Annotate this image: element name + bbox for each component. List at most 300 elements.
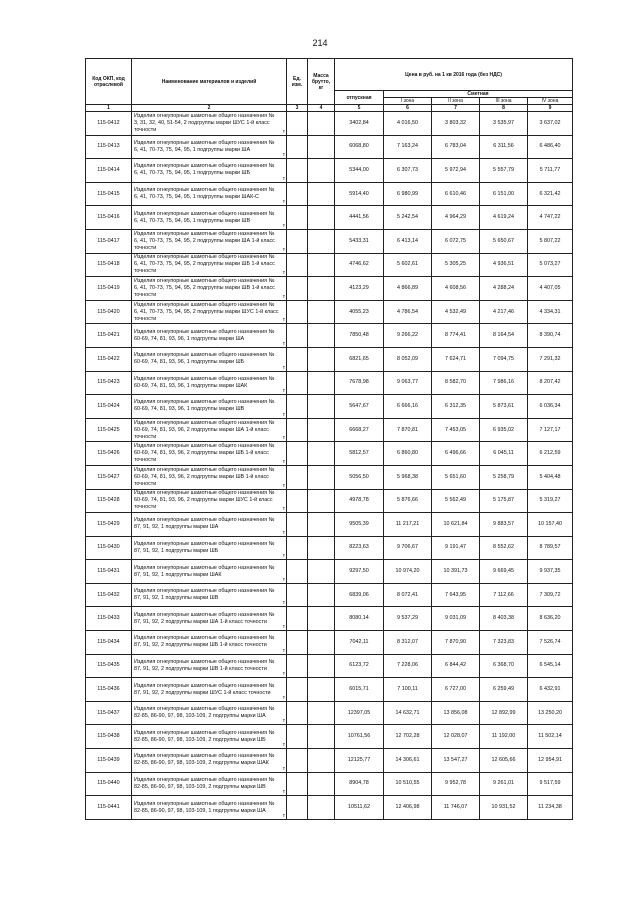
- table-row: [86, 206, 573, 230]
- row-release-price: 4441,56: [335, 206, 384, 230]
- row-name-text: Изделия огнеупорные шамотные общего назначения № 82-85, 86-90, 97, 98, 103-109, 2 подгруппы марки ШАК: [134, 753, 275, 767]
- row-zone-2-price: 4 608,56: [432, 277, 480, 301]
- row-release-price: 4978,78: [335, 489, 384, 513]
- row-zone-1-price: 4 016,50: [384, 112, 432, 136]
- header-mass: Масса брутто, кг: [308, 59, 335, 105]
- row-zone-4-price: 4 334,31: [528, 300, 573, 324]
- row-unit: т: [282, 246, 285, 253]
- row-name-text: Изделия огнеупорные шамотные общего назначения № 87, 91, 92, 2 подгруппы марки ШБ 1-й класс точности: [134, 635, 275, 649]
- row-zone-4-price: 3 637,02: [528, 112, 573, 136]
- row-unit: т: [282, 553, 285, 560]
- row-zone-4-price: 5 319,27: [528, 489, 573, 513]
- row-name-text: Изделия огнеупорные шамотные общего назначения № 60-69, 74, 81, 93, 96, 2 подгруппы марки ШБ 1-й класс точности: [134, 443, 275, 464]
- column-number: 3: [287, 105, 308, 112]
- row-mass: [308, 654, 335, 678]
- row-name-text: Изделия огнеупорные шамотные общего назначения № 6, 41, 70-73, 75, 94, 95, 1 подгруппы марки ШБ: [134, 163, 275, 177]
- row-zone-3-price: 4 217,46: [480, 300, 528, 324]
- row-mass: [308, 678, 335, 702]
- row-release-price: 10761,56: [335, 725, 384, 749]
- row-zone-3-price: 4 619,24: [480, 206, 528, 230]
- row-zone-4-price: 5 404,48: [528, 465, 573, 489]
- header-zone-3: III зона: [480, 98, 528, 105]
- row-zone-1-price: 7 228,06: [384, 654, 432, 678]
- row-zone-2-price: 8 774,41: [432, 324, 480, 348]
- table-row: [86, 513, 573, 537]
- table-row: [86, 277, 573, 301]
- row-zone-2-price: 6 783,04: [432, 135, 480, 159]
- row-mass: [308, 513, 335, 537]
- row-release-price: 8223,63: [335, 536, 384, 560]
- row-zone-3-price: 6 045,11: [480, 442, 528, 466]
- row-zone-1-price: 6 980,99: [384, 182, 432, 206]
- table-row: [86, 489, 573, 513]
- row-code: 115-0422: [86, 347, 132, 371]
- row-zone-2-price: 4 964,29: [432, 206, 480, 230]
- row-zone-1-price: 6 413,14: [384, 229, 432, 253]
- row-zone-3-price: 6 259,49: [480, 678, 528, 702]
- row-zone-3-price: 4 936,51: [480, 253, 528, 277]
- row-unit: т: [282, 812, 285, 819]
- table-row: [86, 112, 573, 136]
- row-name: [132, 253, 287, 277]
- row-name: [132, 277, 287, 301]
- row-unit-cell: [287, 300, 308, 324]
- row-zone-4-price: 6 486,40: [528, 135, 573, 159]
- row-name-text: Изделия огнеупорные шамотные общего назначения № 87, 91, 92, 2 подгруппы марки ШВ 1-й класс точности: [134, 658, 275, 672]
- table-row: [86, 796, 573, 820]
- row-unit-cell: [287, 607, 308, 631]
- row-name-text: Изделия огнеупорные шамотные общего назначения № 82-85, 86-90, 97, 98, 103-109, 2 подгруппы марки ШБ: [134, 729, 275, 743]
- row-zone-3-price: 5 873,61: [480, 395, 528, 419]
- row-zone-1-price: 4 866,89: [384, 277, 432, 301]
- row-zone-1-price: 12 702,28: [384, 725, 432, 749]
- row-zone-3-price: 12 605,66: [480, 749, 528, 773]
- row-zone-2-price: 10 391,73: [432, 560, 480, 584]
- row-zone-2-price: 9 191,47: [432, 536, 480, 560]
- column-number: 6: [384, 105, 432, 112]
- row-mass: [308, 442, 335, 466]
- row-unit: т: [282, 576, 285, 583]
- row-zone-2-price: 6 610,46: [432, 182, 480, 206]
- row-zone-4-price: 11 234,38: [528, 796, 573, 820]
- row-mass: [308, 749, 335, 773]
- row-zone-3-price: 8 164,54: [480, 324, 528, 348]
- table-row: [86, 418, 573, 442]
- table-row: [86, 701, 573, 725]
- row-zone-3-price: 3 535,97: [480, 112, 528, 136]
- row-release-price: 5914,40: [335, 182, 384, 206]
- row-zone-4-price: 13 250,20: [528, 701, 573, 725]
- row-mass: [308, 395, 335, 419]
- row-name-text: Изделия огнеупорные шамотные общего назначения № 6, 41, 70-73, 75, 94, 95, 2 подгруппы марки ШВ 1-й класс точности: [134, 277, 275, 298]
- row-unit: т: [282, 317, 285, 324]
- row-mass: [308, 489, 335, 513]
- row-zone-2-price: 6 072,75: [432, 229, 480, 253]
- row-zone-4-price: 7 309,72: [528, 583, 573, 607]
- row-name-text: Изделия огнеупорные шамотные общего назначения № 60-69, 74, 81, 93, 96, 2 подгруппы марки ШВ 1-й класс точности: [134, 466, 275, 487]
- row-unit-cell: [287, 489, 308, 513]
- row-zone-4-price: 8 636,20: [528, 607, 573, 631]
- row-name-text: Изделия огнеупорные шамотные общего назначения № 60-69, 74, 81, 93, 96, 1 подгруппы марки ША: [134, 328, 275, 342]
- row-zone-1-price: 5 876,66: [384, 489, 432, 513]
- row-release-price: 5344,00: [335, 159, 384, 183]
- row-zone-2-price: 6 496,66: [432, 442, 480, 466]
- row-code: 115-0434: [86, 631, 132, 655]
- row-zone-3-price: 9 669,45: [480, 560, 528, 584]
- row-unit-cell: [287, 112, 308, 136]
- table-row: [86, 395, 573, 419]
- row-name: [132, 678, 287, 702]
- row-zone-1-price: 9 537,29: [384, 607, 432, 631]
- row-zone-2-price: 6 727,00: [432, 678, 480, 702]
- row-code: 115-0425: [86, 418, 132, 442]
- row-unit-cell: [287, 631, 308, 655]
- row-mass: [308, 631, 335, 655]
- table-row: [86, 678, 573, 702]
- row-release-price: 8080,14: [335, 607, 384, 631]
- column-number: 2: [132, 105, 287, 112]
- price-table: [85, 58, 573, 820]
- row-zone-3-price: 9 883,57: [480, 513, 528, 537]
- column-number: 1: [86, 105, 132, 112]
- row-code: 115-0438: [86, 725, 132, 749]
- row-name: [132, 513, 287, 537]
- row-code: 115-0433: [86, 607, 132, 631]
- row-zone-3-price: 7 112,66: [480, 583, 528, 607]
- row-zone-1-price: 6 666,16: [384, 395, 432, 419]
- row-zone-1-price: 8 312,07: [384, 631, 432, 655]
- row-code: 115-0431: [86, 560, 132, 584]
- row-mass: [308, 465, 335, 489]
- row-release-price: 6068,80: [335, 135, 384, 159]
- row-unit: т: [282, 742, 285, 749]
- row-code: 115-0421: [86, 324, 132, 348]
- row-zone-3-price: 7 323,83: [480, 631, 528, 655]
- row-unit-cell: [287, 560, 308, 584]
- row-release-price: 5647,67: [335, 395, 384, 419]
- row-release-price: 6123,72: [335, 654, 384, 678]
- row-mass: [308, 182, 335, 206]
- table-row: [86, 135, 573, 159]
- row-unit: т: [282, 600, 285, 607]
- row-zone-4-price: 9 517,59: [528, 772, 573, 796]
- row-unit-cell: [287, 678, 308, 702]
- row-code: 115-0439: [86, 749, 132, 773]
- row-unit-cell: [287, 796, 308, 820]
- row-release-price: 9297,50: [335, 560, 384, 584]
- row-zone-4-price: 6 036,34: [528, 395, 573, 419]
- row-release-price: 6821,65: [335, 347, 384, 371]
- table-row: [86, 300, 573, 324]
- row-release-price: 5056,50: [335, 465, 384, 489]
- row-release-price: 9505,39: [335, 513, 384, 537]
- row-zone-3-price: 6 311,56: [480, 135, 528, 159]
- row-zone-1-price: 9 266,22: [384, 324, 432, 348]
- row-unit-cell: [287, 701, 308, 725]
- row-zone-3-price: 6 935,02: [480, 418, 528, 442]
- row-zone-3-price: 6 151,00: [480, 182, 528, 206]
- table-row: [86, 749, 573, 773]
- row-name: [132, 442, 287, 466]
- row-zone-3-price: 8 552,62: [480, 536, 528, 560]
- row-name-text: Изделия огнеупорные шамотные общего назначения № 82-85, 86-90, 97, 98, 103-109, 2 подгруппы марки ША: [134, 706, 275, 720]
- row-zone-1-price: 7 163,24: [384, 135, 432, 159]
- row-name: [132, 583, 287, 607]
- row-release-price: 6839,06: [335, 583, 384, 607]
- row-mass: [308, 560, 335, 584]
- column-number: 5: [335, 105, 384, 112]
- row-zone-3-price: 7 986,16: [480, 371, 528, 395]
- row-code: 115-0430: [86, 536, 132, 560]
- row-name: [132, 489, 287, 513]
- row-name-text: Изделия огнеупорные шамотные общего назначения № 87, 91, 92, 1 подгруппы марки ШАК: [134, 564, 275, 578]
- table-row: [86, 465, 573, 489]
- row-zone-1-price: 14 306,61: [384, 749, 432, 773]
- row-unit: т: [282, 270, 285, 277]
- table-row: [86, 182, 573, 206]
- row-code: 115-0417: [86, 229, 132, 253]
- row-zone-4-price: 6 321,42: [528, 182, 573, 206]
- row-zone-4-price: 6 432,91: [528, 678, 573, 702]
- row-mass: [308, 277, 335, 301]
- row-zone-2-price: 13 856,08: [432, 701, 480, 725]
- row-code: 115-0429: [86, 513, 132, 537]
- row-code: 115-0436: [86, 678, 132, 702]
- row-zone-4-price: 6 545,14: [528, 654, 573, 678]
- row-name-text: Изделия огнеупорные шамотные общего назначения № 6, 41, 70-73, 75, 94, 95, 2 подгруппы марки ША 1-й класс точности: [134, 230, 275, 251]
- row-zone-1-price: 10 974,20: [384, 560, 432, 584]
- row-zone-4-price: 6 212,59: [528, 442, 573, 466]
- row-release-price: 4055,23: [335, 300, 384, 324]
- table-row: [86, 229, 573, 253]
- row-unit: т: [282, 529, 285, 536]
- row-name: [132, 701, 287, 725]
- row-unit-cell: [287, 536, 308, 560]
- row-zone-1-price: 4 786,54: [384, 300, 432, 324]
- row-unit: т: [282, 694, 285, 701]
- row-zone-1-price: 14 632,71: [384, 701, 432, 725]
- row-name: [132, 159, 287, 183]
- row-mass: [308, 796, 335, 820]
- row-zone-3-price: 10 931,52: [480, 796, 528, 820]
- header-zone-4: IV зона: [528, 98, 573, 105]
- header-estimate: Сметная: [384, 91, 573, 98]
- row-code: 115-0418: [86, 253, 132, 277]
- row-name-text: Изделия огнеупорные шамотные общего назначения № 82-85, 86-90, 97, 98, 103-109, 1 подгруппы марки ША: [134, 800, 275, 814]
- row-name: [132, 347, 287, 371]
- row-code: 115-0437: [86, 701, 132, 725]
- row-zone-3-price: 12 892,99: [480, 701, 528, 725]
- row-unit: т: [282, 199, 285, 206]
- row-mass: [308, 371, 335, 395]
- row-zone-4-price: 11 502,14: [528, 725, 573, 749]
- column-number: 9: [528, 105, 573, 112]
- row-unit-cell: [287, 513, 308, 537]
- row-code: 115-0424: [86, 395, 132, 419]
- row-name-text: Изделия огнеупорные шамотные общего назначения № 60-69, 74, 81, 93, 96, 1 подгруппы марки ШВ: [134, 399, 275, 413]
- row-zone-3-price: 5 650,67: [480, 229, 528, 253]
- row-zone-1-price: 12 406,98: [384, 796, 432, 820]
- row-zone-1-price: 11 217,21: [384, 513, 432, 537]
- row-unit-cell: [287, 654, 308, 678]
- row-zone-2-price: 7 643,95: [432, 583, 480, 607]
- row-unit-cell: [287, 347, 308, 371]
- row-zone-3-price: 8 403,38: [480, 607, 528, 631]
- row-name: [132, 324, 287, 348]
- row-name-text: Изделия огнеупорные шамотные общего назначения № 6, 41, 70-73, 75, 94, 95, 2 подгруппы марки ШУС 1-й класс точности: [134, 301, 279, 322]
- row-mass: [308, 536, 335, 560]
- row-zone-2-price: 7 870,90: [432, 631, 480, 655]
- row-release-price: 8904,78: [335, 772, 384, 796]
- table-row: [86, 442, 573, 466]
- table-row: [86, 324, 573, 348]
- column-number: 7: [432, 105, 480, 112]
- row-unit: т: [282, 411, 285, 418]
- row-zone-4-price: 8 789,57: [528, 536, 573, 560]
- row-code: 115-0440: [86, 772, 132, 796]
- row-name: [132, 112, 287, 136]
- row-release-price: 7850,48: [335, 324, 384, 348]
- row-unit: т: [282, 293, 285, 300]
- row-zone-1-price: 7 870,81: [384, 418, 432, 442]
- row-zone-4-price: 5 073,27: [528, 253, 573, 277]
- row-name: [132, 229, 287, 253]
- row-name: [132, 465, 287, 489]
- row-mass: [308, 701, 335, 725]
- row-zone-2-price: 5 972,94: [432, 159, 480, 183]
- header-zone-1: I зона: [384, 98, 432, 105]
- header-zone-2: II зона: [432, 98, 480, 105]
- row-zone-4-price: 7 127,17: [528, 418, 573, 442]
- header-price-group: Цена в руб. на 1 кв 2016 года (без НДС): [335, 59, 573, 91]
- row-unit: т: [282, 647, 285, 654]
- row-name-text: Изделия огнеупорные шамотные общего назначения № 87, 91, 92, 2 подгруппы марки ШУС 1-й класс точности: [134, 682, 275, 696]
- table-row: [86, 772, 573, 796]
- row-name-text: Изделия огнеупорные шамотные общего назначения № 87, 91, 92, 1 подгруппы марки ШБ: [134, 540, 275, 554]
- row-zone-3-price: 11 192,00: [480, 725, 528, 749]
- row-mass: [308, 418, 335, 442]
- row-unit-cell: [287, 182, 308, 206]
- row-zone-4-price: 10 157,40: [528, 513, 573, 537]
- row-unit-cell: [287, 418, 308, 442]
- row-mass: [308, 300, 335, 324]
- row-unit: т: [282, 388, 285, 395]
- row-zone-4-price: 4 747,22: [528, 206, 573, 230]
- row-release-price: 5812,57: [335, 442, 384, 466]
- row-zone-1-price: 6 307,73: [384, 159, 432, 183]
- row-mass: [308, 229, 335, 253]
- row-name: [132, 607, 287, 631]
- row-release-price: 7678,98: [335, 371, 384, 395]
- row-zone-4-price: 8 207,42: [528, 371, 573, 395]
- row-code: 115-0420: [86, 300, 132, 324]
- row-name: [132, 135, 287, 159]
- row-name-text: Изделия огнеупорные шамотные общего назначения № 6, 41, 70-73, 75, 94, 95, 1 подгруппы марки ШАК-С: [134, 187, 275, 201]
- row-zone-4-price: 7 291,32: [528, 347, 573, 371]
- row-unit-cell: [287, 583, 308, 607]
- row-unit-cell: [287, 253, 308, 277]
- row-name-text: Изделия огнеупорные шамотные общего назначения № 60-69, 74, 81, 93, 96, 2 подгруппы марки ША 1-й класс точности: [134, 419, 275, 440]
- row-release-price: 3402,84: [335, 112, 384, 136]
- row-unit-cell: [287, 324, 308, 348]
- row-name: [132, 560, 287, 584]
- row-zone-4-price: 12 954,91: [528, 749, 573, 773]
- row-code: 115-0427: [86, 465, 132, 489]
- row-unit-cell: [287, 725, 308, 749]
- row-release-price: 10511,62: [335, 796, 384, 820]
- row-unit-cell: [287, 159, 308, 183]
- row-name: [132, 631, 287, 655]
- row-mass: [308, 112, 335, 136]
- row-zone-2-price: 8 582,70: [432, 371, 480, 395]
- row-mass: [308, 206, 335, 230]
- row-name: [132, 206, 287, 230]
- table-row: [86, 631, 573, 655]
- row-unit: т: [282, 624, 285, 631]
- row-zone-1-price: 7 100,11: [384, 678, 432, 702]
- row-name-text: Изделия огнеупорные шамотные общего назначения № 3, 31, 32, 40, 51-54, 2 подгруппы марки ШУС 1-й класс точности: [134, 112, 275, 133]
- row-zone-2-price: 13 547,27: [432, 749, 480, 773]
- row-release-price: 5433,31: [335, 229, 384, 253]
- row-unit: т: [282, 458, 285, 465]
- row-code: 115-0413: [86, 135, 132, 159]
- row-zone-3-price: 7 094,75: [480, 347, 528, 371]
- row-code: 115-0414: [86, 159, 132, 183]
- table-row: [86, 654, 573, 678]
- row-zone-1-price: 8 052,09: [384, 347, 432, 371]
- row-unit: т: [282, 789, 285, 796]
- row-unit-cell: [287, 229, 308, 253]
- column-number-row: [86, 105, 573, 112]
- row-name-text: Изделия огнеупорные шамотные общего назначения № 60-69, 74, 81, 93, 96, 1 подгруппы марки ШБ: [134, 352, 275, 366]
- row-name-text: Изделия огнеупорные шамотные общего назначения № 60-69, 74, 81, 93, 96, 1 подгруппы марки ШАК: [134, 375, 275, 389]
- row-name: [132, 772, 287, 796]
- row-name: [132, 395, 287, 419]
- row-name-text: Изделия огнеупорные шамотные общего назначения № 6, 41, 70-73, 75, 94, 95, 1 подгруппы марки ШВ: [134, 210, 275, 224]
- header-release: отпускная: [335, 91, 384, 105]
- row-unit-cell: [287, 442, 308, 466]
- row-zone-4-price: 5 807,22: [528, 229, 573, 253]
- row-zone-2-price: 6 844,42: [432, 654, 480, 678]
- table-row: [86, 347, 573, 371]
- row-zone-2-price: 5 562,49: [432, 489, 480, 513]
- row-zone-4-price: 9 937,35: [528, 560, 573, 584]
- row-zone-1-price: 5 602,61: [384, 253, 432, 277]
- row-zone-2-price: 5 305,25: [432, 253, 480, 277]
- row-name-text: Изделия огнеупорные шамотные общего назначения № 6, 41, 70-73, 75, 94, 95, 2 подгруппы марки ШБ 1-й класс точности: [134, 254, 275, 275]
- row-unit: т: [282, 435, 285, 442]
- row-code: 115-0412: [86, 112, 132, 136]
- row-code: 115-0435: [86, 654, 132, 678]
- row-mass: [308, 253, 335, 277]
- row-name: [132, 418, 287, 442]
- row-name: [132, 182, 287, 206]
- row-name-text: Изделия огнеупорные шамотные общего назначения № 82-85, 86-90, 97, 98, 103-109, 2 подгруппы марки ШВ: [134, 776, 275, 790]
- row-zone-1-price: 6 860,80: [384, 442, 432, 466]
- row-release-price: 4123,29: [335, 277, 384, 301]
- row-zone-4-price: 5 711,77: [528, 159, 573, 183]
- row-code: 115-0428: [86, 489, 132, 513]
- row-code: 115-0419: [86, 277, 132, 301]
- row-zone-2-price: 12 028,07: [432, 725, 480, 749]
- row-mass: [308, 583, 335, 607]
- page-number: 214: [312, 38, 328, 48]
- row-mass: [308, 159, 335, 183]
- row-name-text: Изделия огнеупорные шамотные общего назначения № 60-69, 74, 81, 93, 96, 2 подгруппы марки ШУС 1-й класс точности: [134, 490, 275, 511]
- row-unit-cell: [287, 206, 308, 230]
- row-zone-3-price: 5 175,87: [480, 489, 528, 513]
- table-row: [86, 583, 573, 607]
